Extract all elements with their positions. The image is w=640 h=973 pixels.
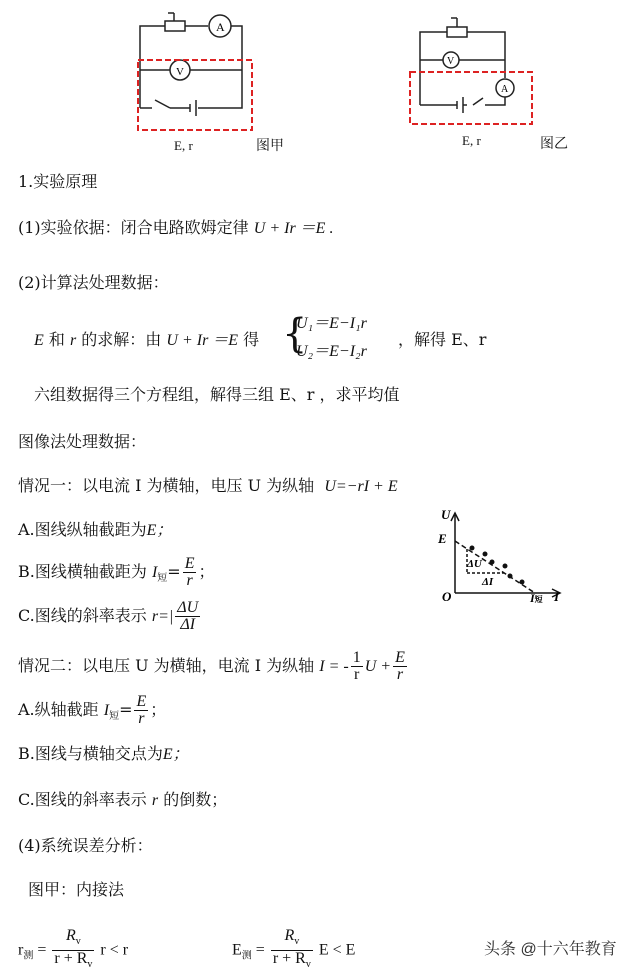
case2-a: A.纵轴截距 $I_短=$ $\frac{E}{r}$ ；: [18, 693, 167, 727]
intercept-e-label: E: [438, 531, 447, 546]
delta-i-label: ΔI: [482, 576, 494, 588]
voltmeter-label: V: [176, 66, 184, 78]
six-groups-line: 六组数据得三个方程组，解得三组 E、r ，求平均值: [34, 385, 400, 404]
data-point: [470, 546, 475, 551]
data-point: [503, 564, 508, 569]
ammeter-label: A: [216, 20, 225, 34]
basis-line: (1)实验依据：闭合电路欧姆定律 U + Ir ＝E .: [18, 218, 334, 237]
figure-caption-left: 图甲: [256, 138, 284, 154]
solve-suffix: ，解得 E、r: [398, 330, 487, 349]
origin-label: O: [442, 589, 452, 604]
case2-b: B.图线与横轴交点为E；: [18, 744, 189, 763]
emf-label-left: E, r: [174, 138, 193, 153]
short-current-label: I短: [530, 591, 543, 605]
u-i-graph: [430, 505, 580, 605]
axis-i-label: I: [554, 589, 560, 604]
solve-line: E 和 r 的求解：由 U + Ir ＝E 得: [34, 330, 260, 349]
axis-u-label: U: [441, 507, 451, 522]
delta-u-label: ΔU: [467, 558, 482, 570]
case2-c: C.图线的斜率表示 r 的倒数；: [18, 790, 228, 809]
circuit-diagram-left: [130, 8, 265, 133]
case2-line: 情况二：以电压 U 为横轴，电流 I 为纵轴 I = - $\frac{1}{r}$ U + $\frac{E}{r}$: [18, 649, 405, 683]
formula-e-measured: $E_测$ = $\frac{R_v}{r + R_v}$ E < E: [232, 927, 356, 971]
ammeter-label-right: A: [501, 84, 509, 95]
watermark: 头条 @十六年教育: [484, 941, 617, 958]
formula-r-measured: $r_测$ = $\frac{R_v}{r + R_v}$ r < r: [18, 927, 129, 971]
emf-label-right: E, r: [462, 133, 481, 148]
voltmeter-label-right: V: [447, 56, 455, 67]
case1-c: C.图线的斜率表示 r=| $\frac{\Delta U}{\Delta I}$: [18, 599, 199, 633]
data-point: [508, 574, 513, 579]
data-point: [490, 560, 495, 565]
data-point: [520, 580, 525, 585]
circuit-diagram-right: [405, 10, 540, 130]
section-title: 1.实验原理: [18, 172, 98, 191]
equation-2: U₂＝E−I₂r: [296, 343, 367, 360]
fig-jia-method: 图甲：内接法: [28, 880, 125, 899]
data-point: [483, 552, 488, 557]
equation-1: U₁＝E−I₁r: [296, 315, 367, 332]
equation-brace: {: [282, 311, 308, 357]
case1-b: B.图线横轴截距为 $I_短=$ $\frac{E}{r}$ ；: [18, 555, 215, 589]
calc-line: (2)计算法处理数据：: [18, 273, 169, 292]
error-analysis-title: (4)系统误差分析：: [18, 836, 153, 855]
figure-caption-right: 图乙: [540, 136, 568, 152]
graph-method-title: 图像法处理数据：: [18, 432, 147, 451]
case1-line: 情况一：以电流 I 为横轴，电压 U 为纵轴 U=−rI + E: [18, 476, 398, 495]
case1-a: A.图线纵轴截距为E；: [18, 520, 173, 539]
